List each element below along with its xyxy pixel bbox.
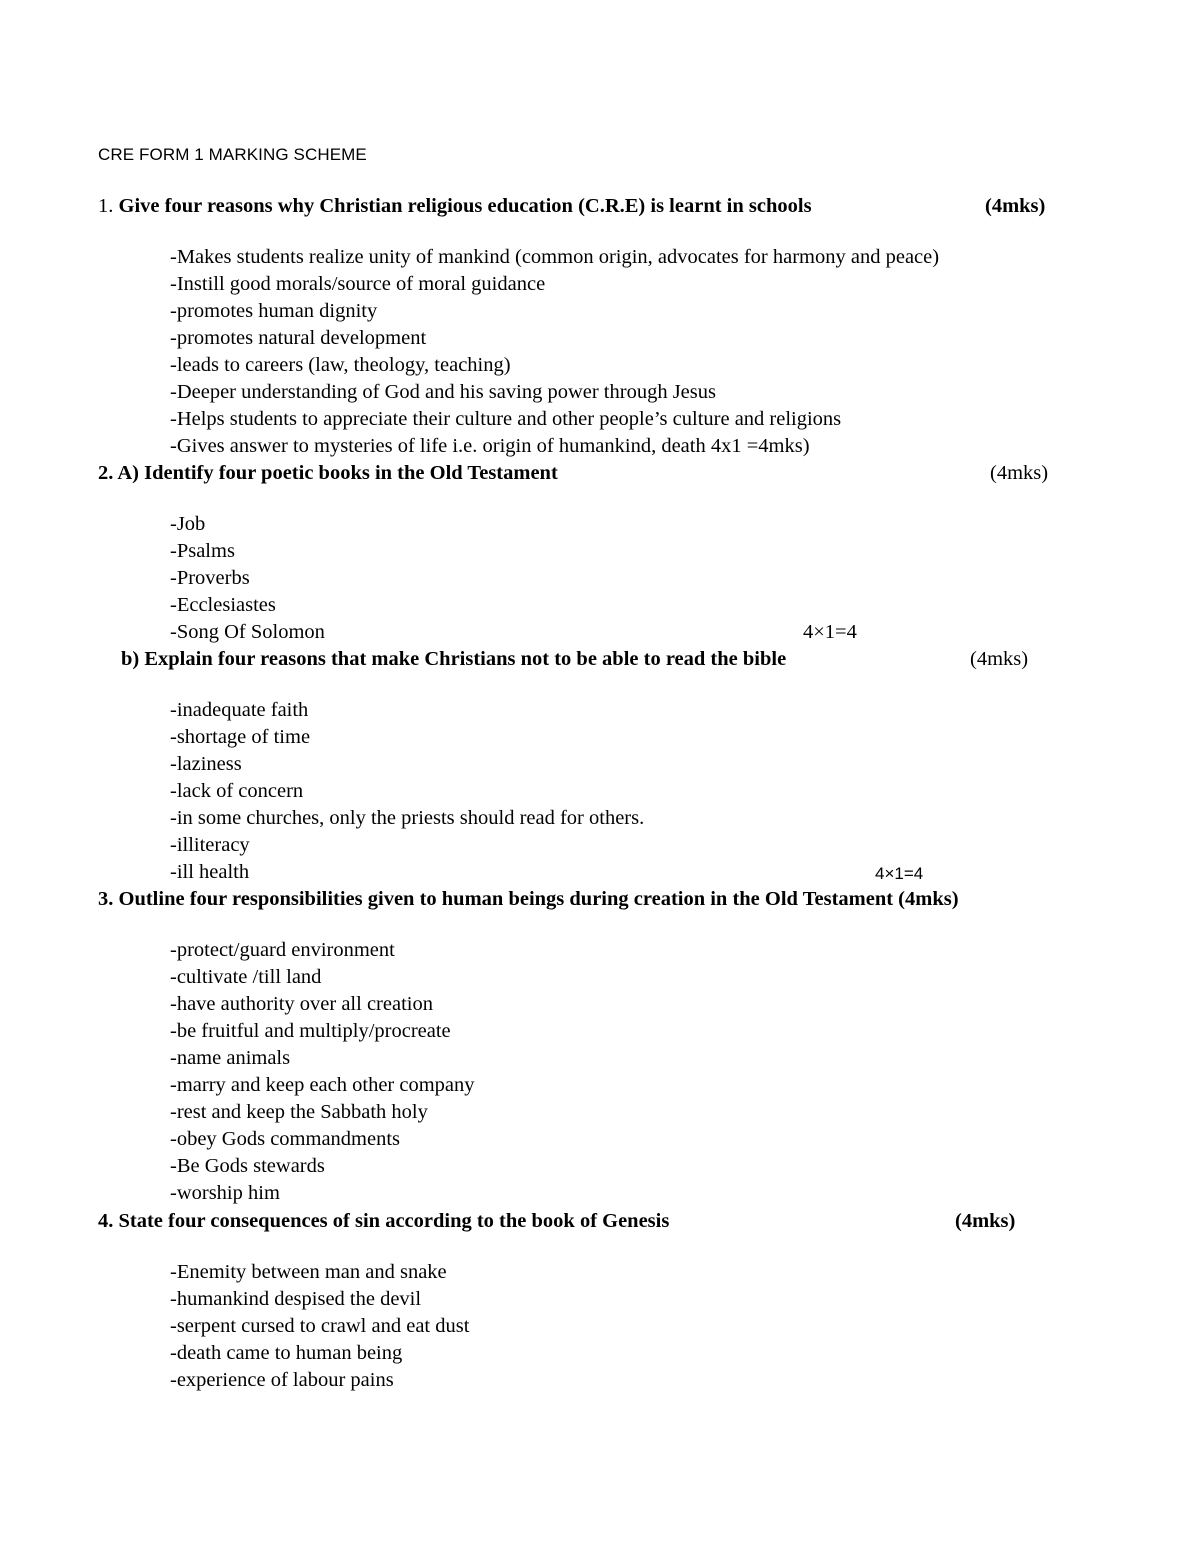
- answer-item: -promotes natural development: [170, 327, 427, 349]
- answer-item: -Ecclesiastes: [170, 594, 276, 616]
- answer-item: -Job: [170, 513, 206, 535]
- answer-item: -Enemity between man and snake: [170, 1261, 447, 1283]
- question-1-marks: (4mks): [985, 195, 1046, 217]
- answer-item: -protect/guard environment: [170, 939, 395, 961]
- answer-item: -Song Of Solomon: [170, 621, 325, 643]
- question-3-text: 3. Outline four responsibilities given to human beings during creation in the Old Testament (4mks): [98, 888, 959, 910]
- answer-item: -Helps students to appreciate their culture and other people’s culture and religions: [170, 408, 842, 430]
- question-2a-tally: 4×1=4: [803, 621, 857, 643]
- answer-item: -promotes human dignity: [170, 300, 378, 322]
- answer-item: -cultivate /till land: [170, 966, 322, 988]
- answer-item: -illiteracy: [170, 834, 250, 856]
- answer-item: -have authority over all creation: [170, 993, 433, 1015]
- answer-item: -laziness: [170, 753, 242, 775]
- document-title: CRE FORM 1 MARKING SCHEME: [98, 145, 367, 164]
- answer-item: -be fruitful and multiply/procreate: [170, 1020, 451, 1042]
- question-2b-tally: 4×1=4: [875, 864, 924, 883]
- answer-item: -lack of concern: [170, 780, 304, 802]
- answer-item: -Gives answer to mysteries of life i.e. origin of humankind, death 4x1 =4mks): [170, 435, 810, 457]
- question-1-text: Give four reasons why Christian religious education (C.R.E) is learnt in schools: [118, 195, 812, 217]
- answer-item: -obey Gods commandments: [170, 1128, 401, 1150]
- question-1-number: 1.: [98, 195, 114, 217]
- question-2b-text: b) Explain four reasons that make Christians not to be able to read the bible: [121, 648, 787, 670]
- answer-item: -in some churches, only the priests should read for others.: [170, 807, 645, 829]
- question-4-text: 4. State four consequences of sin according to the book of Genesis: [98, 1210, 670, 1232]
- answer-item: -Be Gods stewards: [170, 1155, 325, 1177]
- answer-item: -Makes students realize unity of mankind (common origin, advocates for harmony and peace): [170, 246, 940, 268]
- question-2a-text: 2. A) Identify four poetic books in the Old Testament: [98, 462, 558, 484]
- answer-item: -shortage of time: [170, 726, 311, 748]
- answer-item: -experience of labour pains: [170, 1369, 394, 1391]
- answer-item: -inadequate faith: [170, 699, 309, 721]
- answer-item: -rest and keep the Sabbath holy: [170, 1101, 428, 1123]
- answer-item: -Psalms: [170, 540, 235, 562]
- answer-item: -serpent cursed to crawl and eat dust: [170, 1315, 470, 1337]
- answer-item: -Proverbs: [170, 567, 250, 589]
- answer-item: -worship him: [170, 1182, 280, 1204]
- question-2b-marks: (4mks): [970, 648, 1029, 670]
- answer-item: -name animals: [170, 1047, 291, 1069]
- question-2a-marks: (4mks): [990, 462, 1049, 484]
- answer-item: -ill health: [170, 861, 250, 883]
- answer-item: -marry and keep each other company: [170, 1074, 475, 1096]
- question-4-marks: (4mks): [955, 1210, 1016, 1232]
- answer-item: -humankind despised the devil: [170, 1288, 422, 1310]
- answer-item: -Deeper understanding of God and his saving power through Jesus: [170, 381, 716, 403]
- answer-item: -Instill good morals/source of moral guidance: [170, 273, 546, 295]
- answer-item: -death came to human being: [170, 1342, 403, 1364]
- question-1: [98, 195, 812, 218]
- answer-item: -leads to careers (law, theology, teaching): [170, 354, 511, 376]
